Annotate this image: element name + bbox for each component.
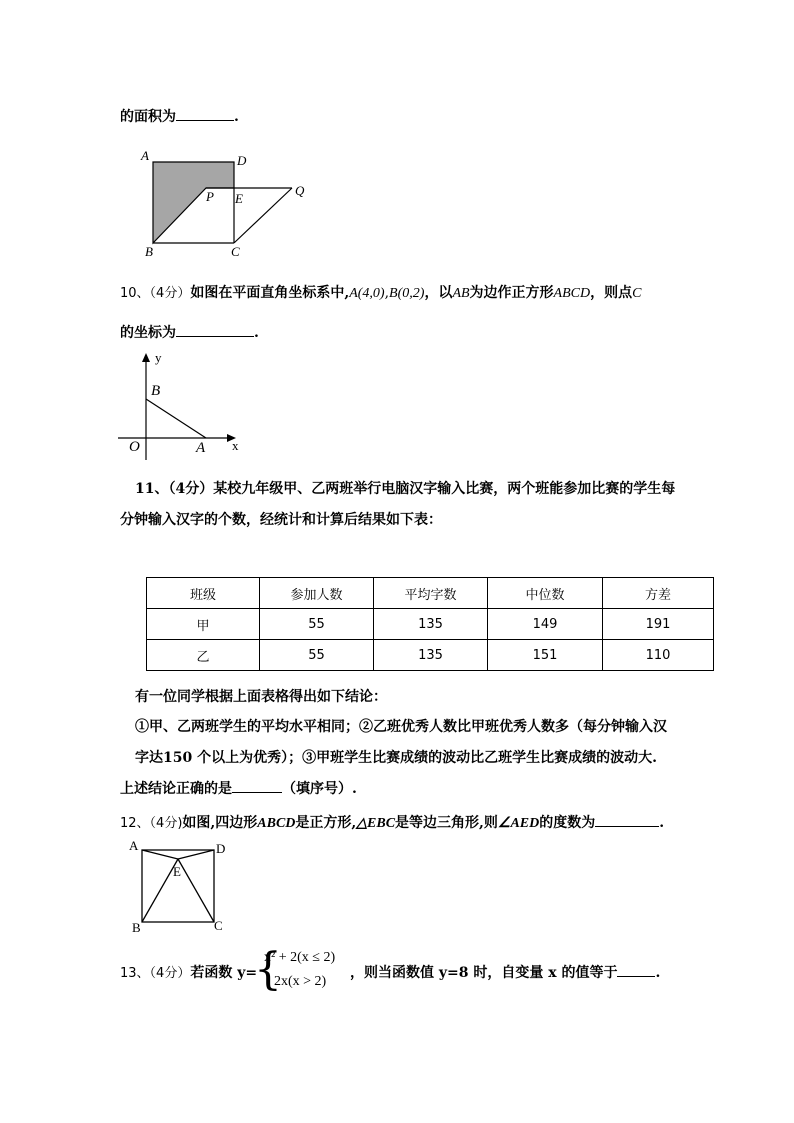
- origin-label: O: [129, 439, 140, 455]
- q13-text1: 若函数 y=: [190, 965, 258, 981]
- q13-suffix: [350, 962, 660, 982]
- sq-label-c: C: [214, 918, 223, 933]
- q10-line2: [120, 322, 259, 342]
- q11-conclusion-intro: 有一位同学根据上面表格得出如下结论：: [135, 689, 387, 705]
- point-b-label: B: [151, 383, 161, 399]
- table-cell: 191: [603, 609, 714, 640]
- piecewise-brace: {: [254, 944, 282, 995]
- q12-figure: [128, 838, 238, 938]
- table-header-cell: 班级: [147, 578, 260, 609]
- label-c: C: [231, 244, 240, 259]
- table-cell: 135: [374, 609, 488, 640]
- label-d: D: [237, 153, 247, 168]
- q10-figure: [118, 350, 248, 460]
- q10-number: 10、（4分）: [120, 286, 191, 301]
- q10-text2: ，以: [424, 285, 453, 301]
- q10-line1: [120, 282, 641, 302]
- label-a: A: [141, 148, 149, 163]
- piecewise-case2: 2x(x > 2): [274, 974, 327, 989]
- table-header-cell: 平均字数: [374, 578, 488, 609]
- q11-answer-blank: [232, 778, 282, 793]
- q10-end: .: [254, 325, 259, 341]
- q12-line: [120, 812, 664, 832]
- q13-prefix: [120, 962, 257, 982]
- table-cell: 甲: [147, 609, 260, 640]
- q12-text3: 是等边三角形,则: [395, 815, 498, 831]
- sq-label-a: A: [129, 838, 139, 853]
- q12-angle: ∠AED: [497, 816, 540, 831]
- table-row: [147, 640, 714, 671]
- axis-x-label: x: [232, 438, 239, 453]
- q10-text4: ，则点: [590, 285, 633, 301]
- q12-text2: 是正方形,: [295, 815, 357, 831]
- q12-end: .: [659, 815, 665, 831]
- q10-seg-ab: AB: [452, 286, 470, 301]
- q11-line1: 11、（4分）某校九年级甲、乙两班举行电脑汉字输入比赛，两个班能参加比赛的学生每: [135, 481, 676, 497]
- q10-point-a: A(4,0): [349, 286, 385, 301]
- label-p: P: [206, 189, 214, 204]
- point-a-label: A: [196, 440, 206, 456]
- q9-answer-blank: [176, 106, 234, 121]
- y-arrow: [142, 353, 150, 362]
- q9-diagram: [130, 145, 320, 265]
- q12-text1: 如图,四边形: [182, 815, 258, 831]
- table-cell: 149: [488, 609, 603, 640]
- q10-line2-text: 的坐标为: [120, 325, 176, 341]
- q10-point-b: B(0,2): [389, 286, 425, 301]
- table-header-cell: 中位数: [488, 578, 603, 609]
- q11-conclusion-line2: 字达150 个以上为优秀）；③甲班学生比赛成绩的波动比乙班学生比赛成绩的波动大.: [135, 750, 657, 766]
- q12-answer-blank: [595, 812, 659, 827]
- edge-ae: [142, 850, 178, 859]
- table-cell: 55: [260, 609, 374, 640]
- sq-label-b: B: [132, 920, 141, 935]
- sq-label-d: D: [216, 841, 226, 856]
- table-header-row: [147, 578, 714, 609]
- edge-ce: [178, 859, 214, 922]
- sq-label-e: E: [173, 864, 181, 879]
- q10-point-c: C: [632, 286, 642, 301]
- q10-sep: ,: [384, 285, 390, 301]
- q11-conclusion-line1: ①甲、乙两班学生的平均水平相同；②乙班优秀人数比甲班优秀人数多（每分钟输入汉: [135, 719, 667, 735]
- segment-ab: [146, 399, 206, 438]
- q13-answer-blank: [617, 962, 655, 977]
- table-header-cell: 参加人数: [260, 578, 374, 609]
- table-cell: 乙: [147, 640, 260, 671]
- q9-figure: [130, 145, 320, 265]
- table-cell: 151: [488, 640, 603, 671]
- table-header-cell: 方差: [603, 578, 714, 609]
- q10-answer-blank: [176, 322, 254, 337]
- q10-text3: 为边作正方形: [469, 285, 554, 301]
- table-cell: 135: [374, 640, 488, 671]
- table-row: [147, 609, 714, 640]
- q10-square: ABCD: [553, 286, 591, 301]
- q11-answer-post: （填序号）.: [282, 781, 357, 797]
- q13-end: .: [655, 965, 661, 981]
- piecewise-case1: x² + 2(x ≤ 2): [264, 950, 336, 965]
- edge-de: [178, 850, 214, 859]
- q13-number: 13、（4分）: [120, 966, 191, 981]
- q12-text4: 的度数为: [539, 815, 596, 831]
- table-cell: 55: [260, 640, 374, 671]
- axis-y-label: y: [155, 350, 162, 365]
- q9-tail-end: .: [234, 109, 239, 125]
- label-e: E: [235, 191, 243, 206]
- q12-abcd: ABCD: [257, 816, 296, 831]
- q13-text2: ，则当函数值 y=8 时，自变量 x 的值等于: [350, 965, 618, 981]
- q9-tail-text: 的面积为: [120, 109, 176, 125]
- label-q: Q: [295, 183, 305, 198]
- q12-triangle: △EBC: [356, 816, 396, 831]
- q12-number: 12、（4分): [120, 816, 183, 831]
- result-table: [146, 577, 714, 671]
- shaded-region: [153, 162, 234, 243]
- q11-line2: 分钟输入汉字的个数，经统计和计算后结果如下表：: [120, 512, 442, 528]
- q11-answer-line: [120, 778, 357, 798]
- q10-text1: 如图在平面直角坐标系中,: [190, 285, 350, 301]
- square-abcd: [142, 850, 214, 922]
- q11-answer-pre: 上述结论正确的是: [120, 781, 232, 797]
- table-cell: 110: [603, 640, 714, 671]
- label-b: B: [145, 244, 153, 259]
- q9-tail-line: [120, 106, 239, 126]
